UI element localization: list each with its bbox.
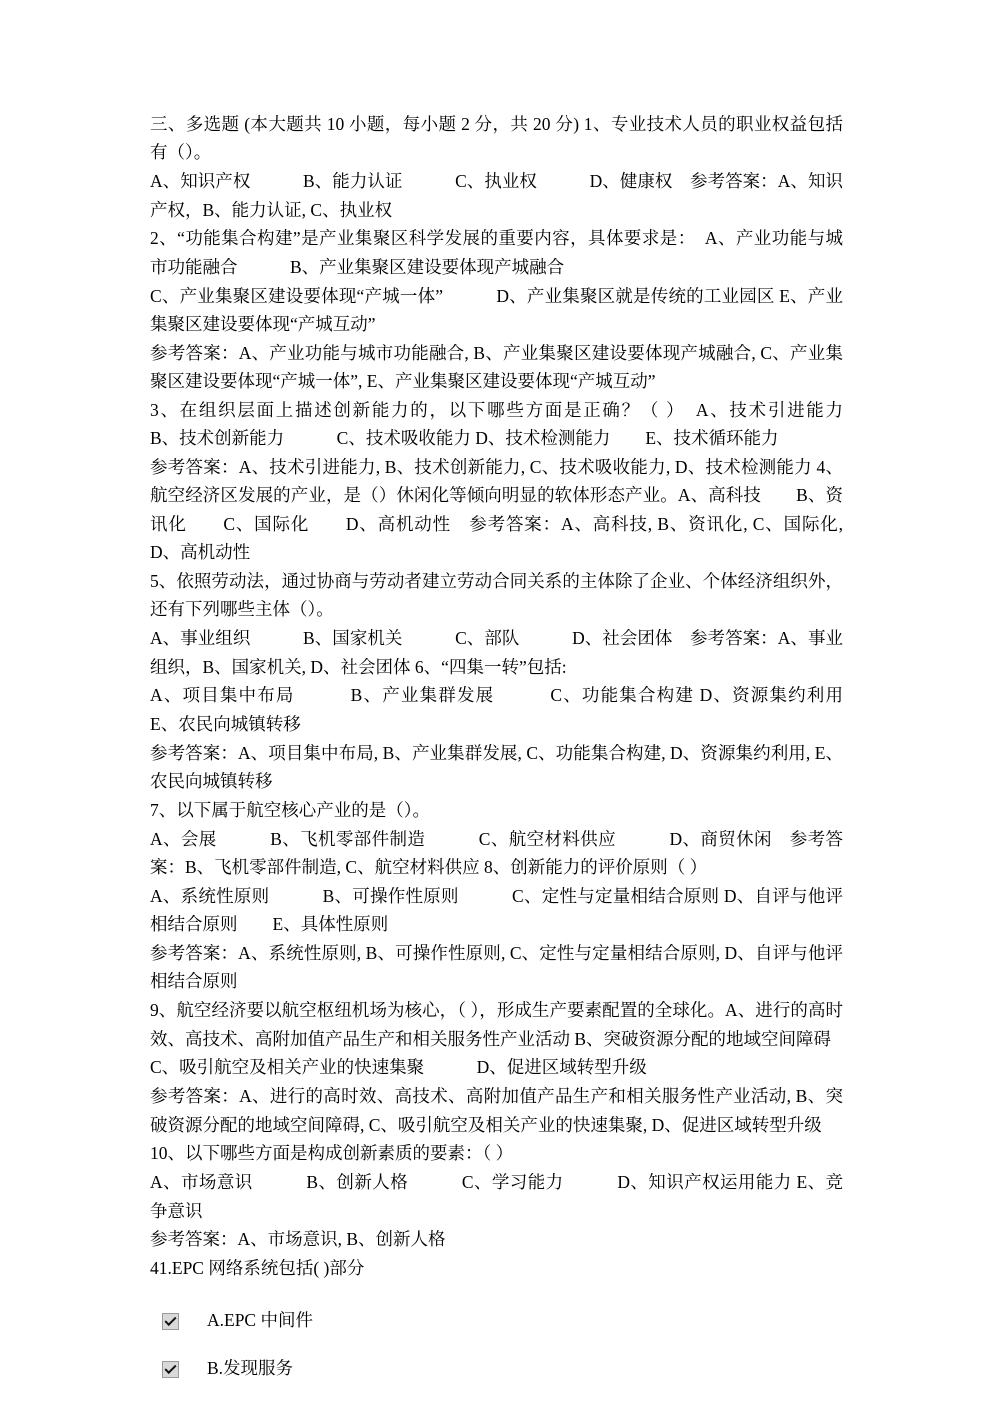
paragraph: A、系统性原则 B、可操作性原则 C、定性与定量相结合原则 D、自评与他评相结合原则 E、具体性原则: [150, 885, 843, 935]
paragraph: 10、以下哪些方面是构成创新素质的要素：（ ）: [150, 1143, 514, 1164]
checkbox-option-label: A.EPC 中间件: [207, 1309, 313, 1330]
paragraph: A、市场意识 B、创新人格 C、学习能力 D、知识产权运用能力 E、竞争意识: [150, 1172, 843, 1221]
paragraph: A、会展 B、飞机零部件制造 C、航空材料供应 D、商贸休闲 参考答案：B、飞机零部件制造, C、航空材料供应 8、创新能力的评价原则（ ）: [150, 828, 843, 877]
paragraph: 2、“功能集合构建”是产业集聚区科学发展的重要内容，具体要求是： A、产业功能与城市功能融合 B、产业集聚区建设要体现产城融合: [150, 228, 843, 277]
checkbox-option-label: B.发现服务: [207, 1358, 294, 1379]
paragraph: 三、多选题 (本大题共 10 小题，每小题 2 分，共 20 分) 1、专业技术人员的职业权益包括有（）。: [150, 114, 843, 163]
checkbox-checked-icon[interactable]: [162, 1361, 179, 1378]
paragraph: C、产业集聚区建设要体现“产城一体” D、产业集聚区就是传统的工业园区 E、产业集聚区建设要体现“产城互动”: [150, 285, 843, 334]
paragraph: 参考答案：A、项目集中布局, B、产业集群发展, C、功能集合构建, D、资源集约利用, E、农民向城镇转移: [150, 742, 843, 791]
paragraph: A、项目集中布局 B、产业集群发展 C、功能集合构建 D、资源集约利用 E、农民向城镇转移: [150, 685, 878, 734]
paragraph: 参考答案：A、系统性原则, B、可操作性原则, C、定性与定量相结合原则, D、自评与他评相结合原则: [150, 942, 843, 992]
paragraph: 参考答案：A、市场意识, B、创新人格: [150, 1229, 446, 1250]
paragraph: 9、航空经济要以航空枢纽机场为核心，（ ），形成生产要素配置的全球化。A、进行的高时效、高技术、高附加值产品生产和相关服务性产业活动 B、突破资源分配的地域空间障碍: [150, 1000, 843, 1049]
document-body: [150, 110, 913, 1380]
checkbox-checked-icon[interactable]: [162, 1313, 179, 1330]
checkbox-option-a[interactable]: [150, 1309, 843, 1332]
paragraph: C、吸引航空及相关产业的快速集聚 D、促进区域转型升级: [150, 1057, 647, 1078]
question-41-stem: 41.EPC 网络系统包括( )部分: [150, 1258, 365, 1279]
checkbox-option-b[interactable]: [150, 1357, 843, 1380]
paragraph: 3、在组织层面上描述创新能力的，以下哪些方面是正确？（ ） A、技术引进能力 B、技术创新能力 C、技术吸收能力 D、技术检测能力 E、技术循环能力: [150, 399, 913, 449]
paragraph: 5、依照劳动法，通过协商与劳动者建立劳动合同关系的主体除了企业、个体经济组织外，还有下列哪些主体（）。: [150, 571, 843, 620]
paragraph: 参考答案：A、产业功能与城市功能融合, B、产业集聚区建设要体现产城融合, C、产业集聚区建设要体现“产城一体”, E、产业集聚区建设要体现“产城互动”: [150, 342, 843, 392]
paragraph: 7、以下属于航空核心产业的是（）。: [150, 799, 430, 820]
paragraph: A、知识产权 B、能力认证 C、执业权 D、健康权 参考答案：A、知识产权，B、能力认证, C、执业权: [150, 171, 843, 220]
paragraph: A、事业组织 B、国家机关 C、部队 D、社会团体 参考答案：A、事业组织，B、国家机关, D、社会团体 6、“四集一转”包括:: [150, 628, 843, 677]
paragraph: 参考答案：A、技术引进能力, B、技术创新能力, C、技术吸收能力, D、技术检测能力 4、航空经济区发展的产业，是（）休闲化等倾向明显的软体形态产业。A、高科技 B、资讯化 C、国际化 D、高机动性 参考答案：A、高科技, B、资讯化, C、国际化, D、高机动性: [150, 457, 843, 563]
paragraph: 参考答案：A、进行的高时效、高技术、高附加值产品生产和相关服务性产业活动, B、突破资源分配的地域空间障碍, C、吸引航空及相关产业的快速集聚, D、促进区域转型升级: [150, 1086, 843, 1135]
